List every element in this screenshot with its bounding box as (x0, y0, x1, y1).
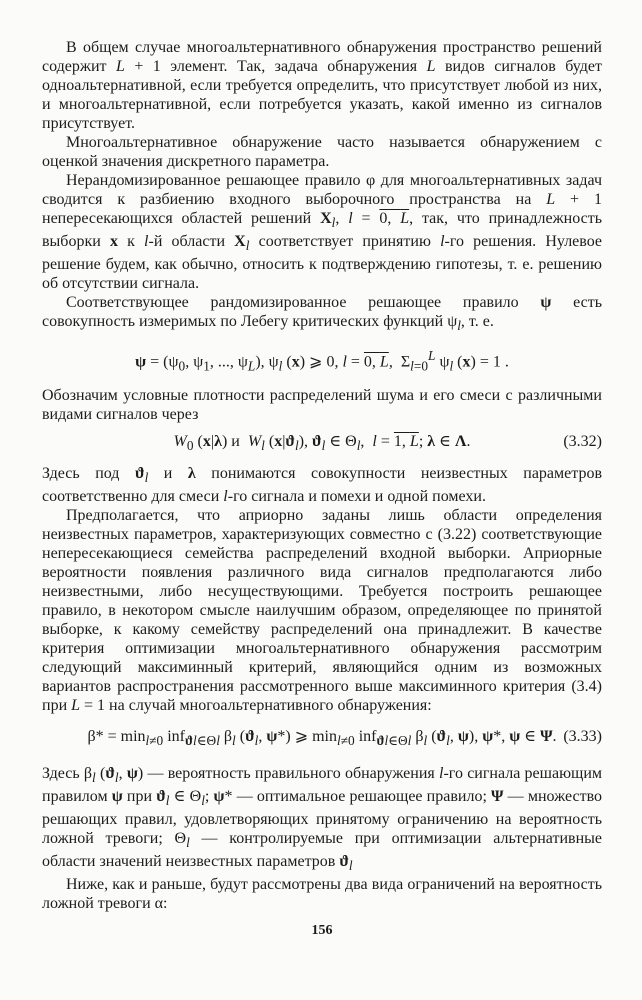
paragraph-5: Обозначим условные плотности распределений шума и его смеси с различными видами сигналов через (42, 387, 602, 424)
equation-number: (3.32) (563, 433, 602, 451)
paragraph-4: Соответствующее рандомизированное решающее правило ψ есть совокупность измеримых по Лебегу критических функций $\psi_l$, т. е. (42, 294, 603, 334)
paragraph-6: Здесь под $ϑ_l$ и λ понимаются совокупности неизвестных параметров соответственно для смеси l-го сигнала и помехи и одной помехи. (42, 465, 602, 506)
paragraph-8: Здесь $\beta_l$ ($ϑ_l$, ψ) — вероятность правильного обнаружения l-го сигнала решающим правилом ψ при $ϑ_l$ ∈ $\Theta_l$; ψ* — оптимальное решающее правило; Ψ — множество решающих правил, удовлетворяющих принятому ограничению на вероятность ложной тревоги; $\Theta_l$ — контролируемые при оптимизации альтернативные области значений неизвестных параметров $ϑ_l$ (42, 764, 603, 874)
equation-psi: $\psi = (\psi_0$, $\psi_1$, ..., $\psi_L$), $\psi_l$ (x) ⩾ 0, l = 0, L, $\Sigma_{l=0}^L$ $\psi_l$ (x) = 1 . (135, 347, 509, 374)
equation-3-33: $\beta* = \min_{l\ne 0} inf_{ϑl\in\Theta l}$ $\beta_l$ ($ϑ_l$, ψ*) ⩾ $\min_{l\ne 0} inf_{ϑl\in\Theta l}$ $\beta_l$ ($ϑ_l$, ψ), ψ*, ψ ∈ Ψ. (3.33) (42, 725, 602, 753)
equation-3-32: $W_0$ (x|λ) и $W_l$ $(x|ϑ_l)$, $ϑ_l$ ∈ $\Theta_l$, l = 1, L; λ ∈ Λ. (3.32) (42, 430, 602, 458)
paragraph-9: Ниже, как и раньше, будут рассмотрены два вида ограничений на вероятность ложной тревоги α: (42, 876, 602, 913)
paragraph-7: Предполагается, что априорно заданы лишь области определения неизвестных параметров, характеризующих совместно с (3.22) соответствующие непересекающиеся семейства распределений входной выборки. Априорные вероятности появления различного вида сигналов предполагаются либо неизвестными, либо несуществующими. Требуется построить решающее правило, в некотором смысле наилучшим образом, определяющее по принятой выборке, к какому семейству распределений она принадлежит. В качестве критерия оптимизации многоальтернативного обнаружения рассмотрим следующий максиминный критерий, являющийся одним из возможных вариантов распространения рассмотренного выше максиминного критерия (3.4) при L = 1 на случай многоальтернативного обнаружения: (42, 507, 602, 715)
page-number: 156 (311, 923, 333, 939)
equation-number: (3.33) (563, 728, 602, 746)
paragraph-1: В общем случае многоальтернативного обнаружения пространство решений содержит L + 1 элемент. Так, задача обнаружения L видов сигналов будет одноальтернативной, если требуется определить, что присутствует любой из них, и многоальтернативной, если потребуется указать, какой именно из сигналов присутствует. (42, 39, 603, 132)
paragraph-2: Многоальтернативное обнаружение часто называется обнаружением с оценкой значения дискретного параметра. (42, 134, 602, 170)
paragraph-3: Нерандомизированное решающее правило φ для многоальтернативных задач сводится к разбиению входного выборочного пространства на L + 1 непересекающихся областей решений $X_l$, l = 0, L, так, что принадлежность выборки x к l-й области $X_l$ соответствует принятию l-го решения. Нулевое решение будем, как обычно, относить к подтверждению гипотезы, т. е. решению об отсутствии сигнала. (42, 172, 603, 293)
